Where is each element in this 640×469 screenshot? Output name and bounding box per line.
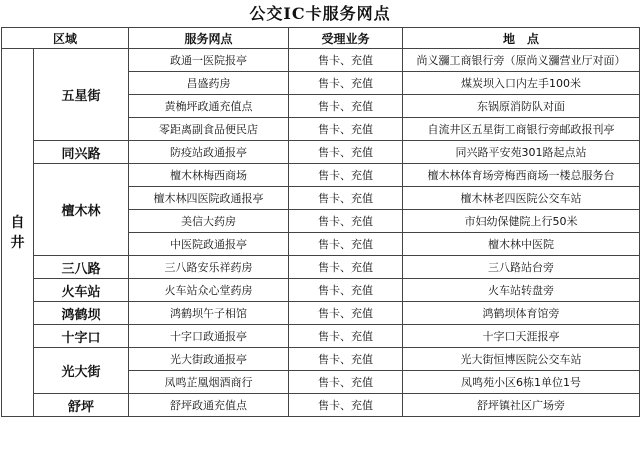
outlet-cell: 昌盛药房 [129, 72, 289, 95]
business-cell: 售卡、充值 [289, 302, 403, 325]
table-row [2, 164, 640, 187]
district-cell: 鸿鹤坝 [34, 302, 129, 325]
business-cell: 售卡、充值 [289, 141, 403, 164]
address-cell: 鸿鹤坝体育馆旁 [403, 302, 640, 325]
address-cell: 十字口天涯报亭 [403, 325, 640, 348]
table-row [2, 302, 640, 325]
address-cell: 自流井区五星街工商银行旁邮政报刊亭 [403, 118, 640, 141]
header-business: 受理业务 [289, 28, 403, 49]
table-row [2, 256, 640, 279]
header-address: 地 点 [403, 28, 640, 49]
outlet-cell: 中医院政通报亭 [129, 233, 289, 256]
district-cell: 五星街 [34, 49, 129, 141]
address-cell: 凤鸣苑小区6栋1单位1号 [403, 371, 640, 394]
city-label: 自井 [10, 214, 25, 251]
address-cell: 同兴路平安苑301路起点站 [403, 141, 640, 164]
outlet-cell: 檀木林四医院政通报亭 [129, 187, 289, 210]
business-cell: 售卡、充值 [289, 256, 403, 279]
business-cell: 售卡、充值 [289, 210, 403, 233]
outlet-cell: 凤鸣芷凰烟酒商行 [129, 371, 289, 394]
business-cell: 售卡、充值 [289, 325, 403, 348]
address-cell: 尚义瀰工商银行旁（原尚义瀰营业厅对面） [403, 49, 640, 72]
outlet-cell: 十字口政通报亭 [129, 325, 289, 348]
header-outlet: 服务网点 [129, 28, 289, 49]
business-cell: 售卡、充值 [289, 348, 403, 371]
outlet-cell: 三八路安乐祥药房 [129, 256, 289, 279]
outlet-cell: 舒坪政通充值点 [129, 394, 289, 417]
district-cell: 同兴路 [34, 141, 129, 164]
table-row [2, 348, 640, 371]
table-row [2, 394, 640, 417]
district-cell: 光大街 [34, 348, 129, 394]
service-outlet-table [1, 27, 640, 417]
page-title: 公交IC卡服务网点 [249, 4, 391, 23]
district-cell: 三八路 [34, 256, 129, 279]
address-cell: 檀木林中医院 [403, 233, 640, 256]
address-cell: 舒坪镇社区广场旁 [403, 394, 640, 417]
outlet-cell: 光大街政通报亭 [129, 348, 289, 371]
address-cell: 火车站转盘旁 [403, 279, 640, 302]
address-cell: 市妇幼保健院上行50米 [403, 210, 640, 233]
district-cell: 檀木林 [34, 164, 129, 256]
outlet-cell: 防疫站政通报亭 [129, 141, 289, 164]
business-cell: 售卡、充值 [289, 394, 403, 417]
outlet-cell: 美信大药房 [129, 210, 289, 233]
outlet-cell: 黄桷坪政通充值点 [129, 95, 289, 118]
city-cell [2, 49, 34, 417]
district-cell: 火车站 [34, 279, 129, 302]
business-cell: 售卡、充值 [289, 187, 403, 210]
business-cell: 售卡、充值 [289, 233, 403, 256]
table-header-row [2, 28, 640, 49]
business-cell: 售卡、充值 [289, 118, 403, 141]
outlet-cell: 政通一医院报亭 [129, 49, 289, 72]
business-cell: 售卡、充值 [289, 371, 403, 394]
header-region: 区域 [2, 28, 129, 49]
outlet-cell: 鸿鹤坝午子相馆 [129, 302, 289, 325]
outlet-cell: 檀木林梅西商场 [129, 164, 289, 187]
address-cell: 东锅原消防队对面 [403, 95, 640, 118]
address-cell: 光大街恒博医院公交车站 [403, 348, 640, 371]
outlet-cell: 零距离副食品便民店 [129, 118, 289, 141]
business-cell: 售卡、充值 [289, 72, 403, 95]
address-cell: 檀木林体育场旁梅西商场一楼总服务台 [403, 164, 640, 187]
district-cell: 十字口 [34, 325, 129, 348]
business-cell: 售卡、充值 [289, 279, 403, 302]
address-cell: 檀木林老四医院公交车站 [403, 187, 640, 210]
business-cell: 售卡、充值 [289, 49, 403, 72]
district-cell: 舒坪 [34, 394, 129, 417]
business-cell: 售卡、充值 [289, 95, 403, 118]
address-cell: 煤炭坝入口内左手100米 [403, 72, 640, 95]
table-row [2, 141, 640, 164]
table-row [2, 325, 640, 348]
table-row [2, 279, 640, 302]
table-row [2, 49, 640, 72]
outlet-cell: 火车站众心堂药房 [129, 279, 289, 302]
business-cell: 售卡、充值 [289, 164, 403, 187]
address-cell: 三八路站台旁 [403, 256, 640, 279]
